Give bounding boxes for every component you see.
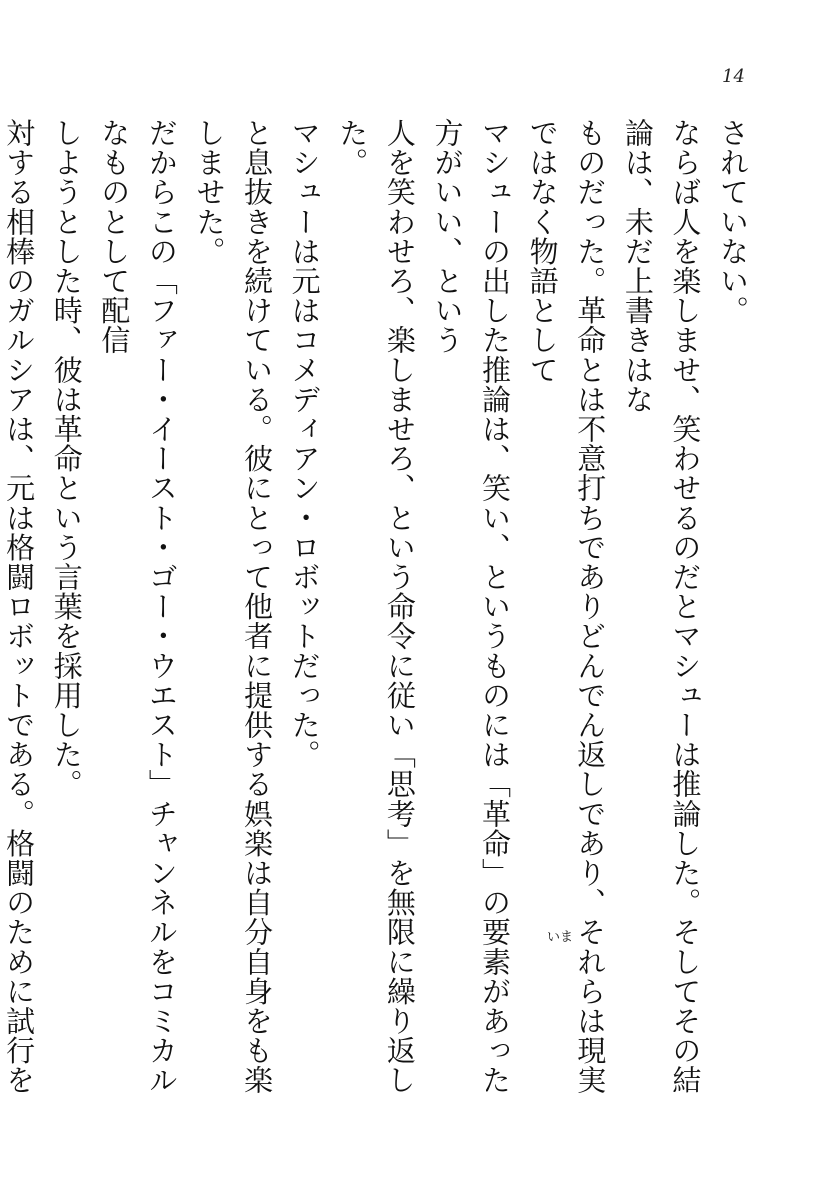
text-line: ならば人を楽しませ、笑わせるのだとマシューは推論した。そしてその結論は、未だ上書きはな bbox=[620, 118, 703, 1095]
furigana-annotation: いま bbox=[547, 930, 574, 945]
text-line: と息抜きを続けている。彼にとって他者に提供する娯楽は自分自身をも楽しませた。 bbox=[192, 118, 275, 1095]
vertical-text-body bbox=[2, 118, 756, 1118]
text-line: マシューは元はコメディアン・ロボットだった。 bbox=[287, 118, 322, 770]
text-line: マシューの出した推論は、笑い、というものには「革命」の要素があった方がいい、という bbox=[430, 118, 513, 1095]
text-line: 対する相棒のガルシアは、元は格闘ロボットである。格闘のために試行を bbox=[2, 118, 37, 1095]
text-line: しようとした時、彼は革命という言葉を採用した。 bbox=[49, 118, 84, 799]
text-line: ものだった。革命とは不意打ちでありどんでん返しであり、それらは現実ではなく物語として bbox=[525, 118, 608, 1095]
page-number: 14 bbox=[722, 66, 745, 87]
text-line: されていない。 bbox=[716, 118, 750, 326]
text-line: 人を笑わせろ、楽しませろ、という命令に従い「思考」を無限に繰り返した。 bbox=[335, 118, 417, 1095]
text-line: だからこの「ファー・イースト・ゴー・ウエスト」チャンネルをコミカルなものとして配信 bbox=[97, 118, 179, 1095]
